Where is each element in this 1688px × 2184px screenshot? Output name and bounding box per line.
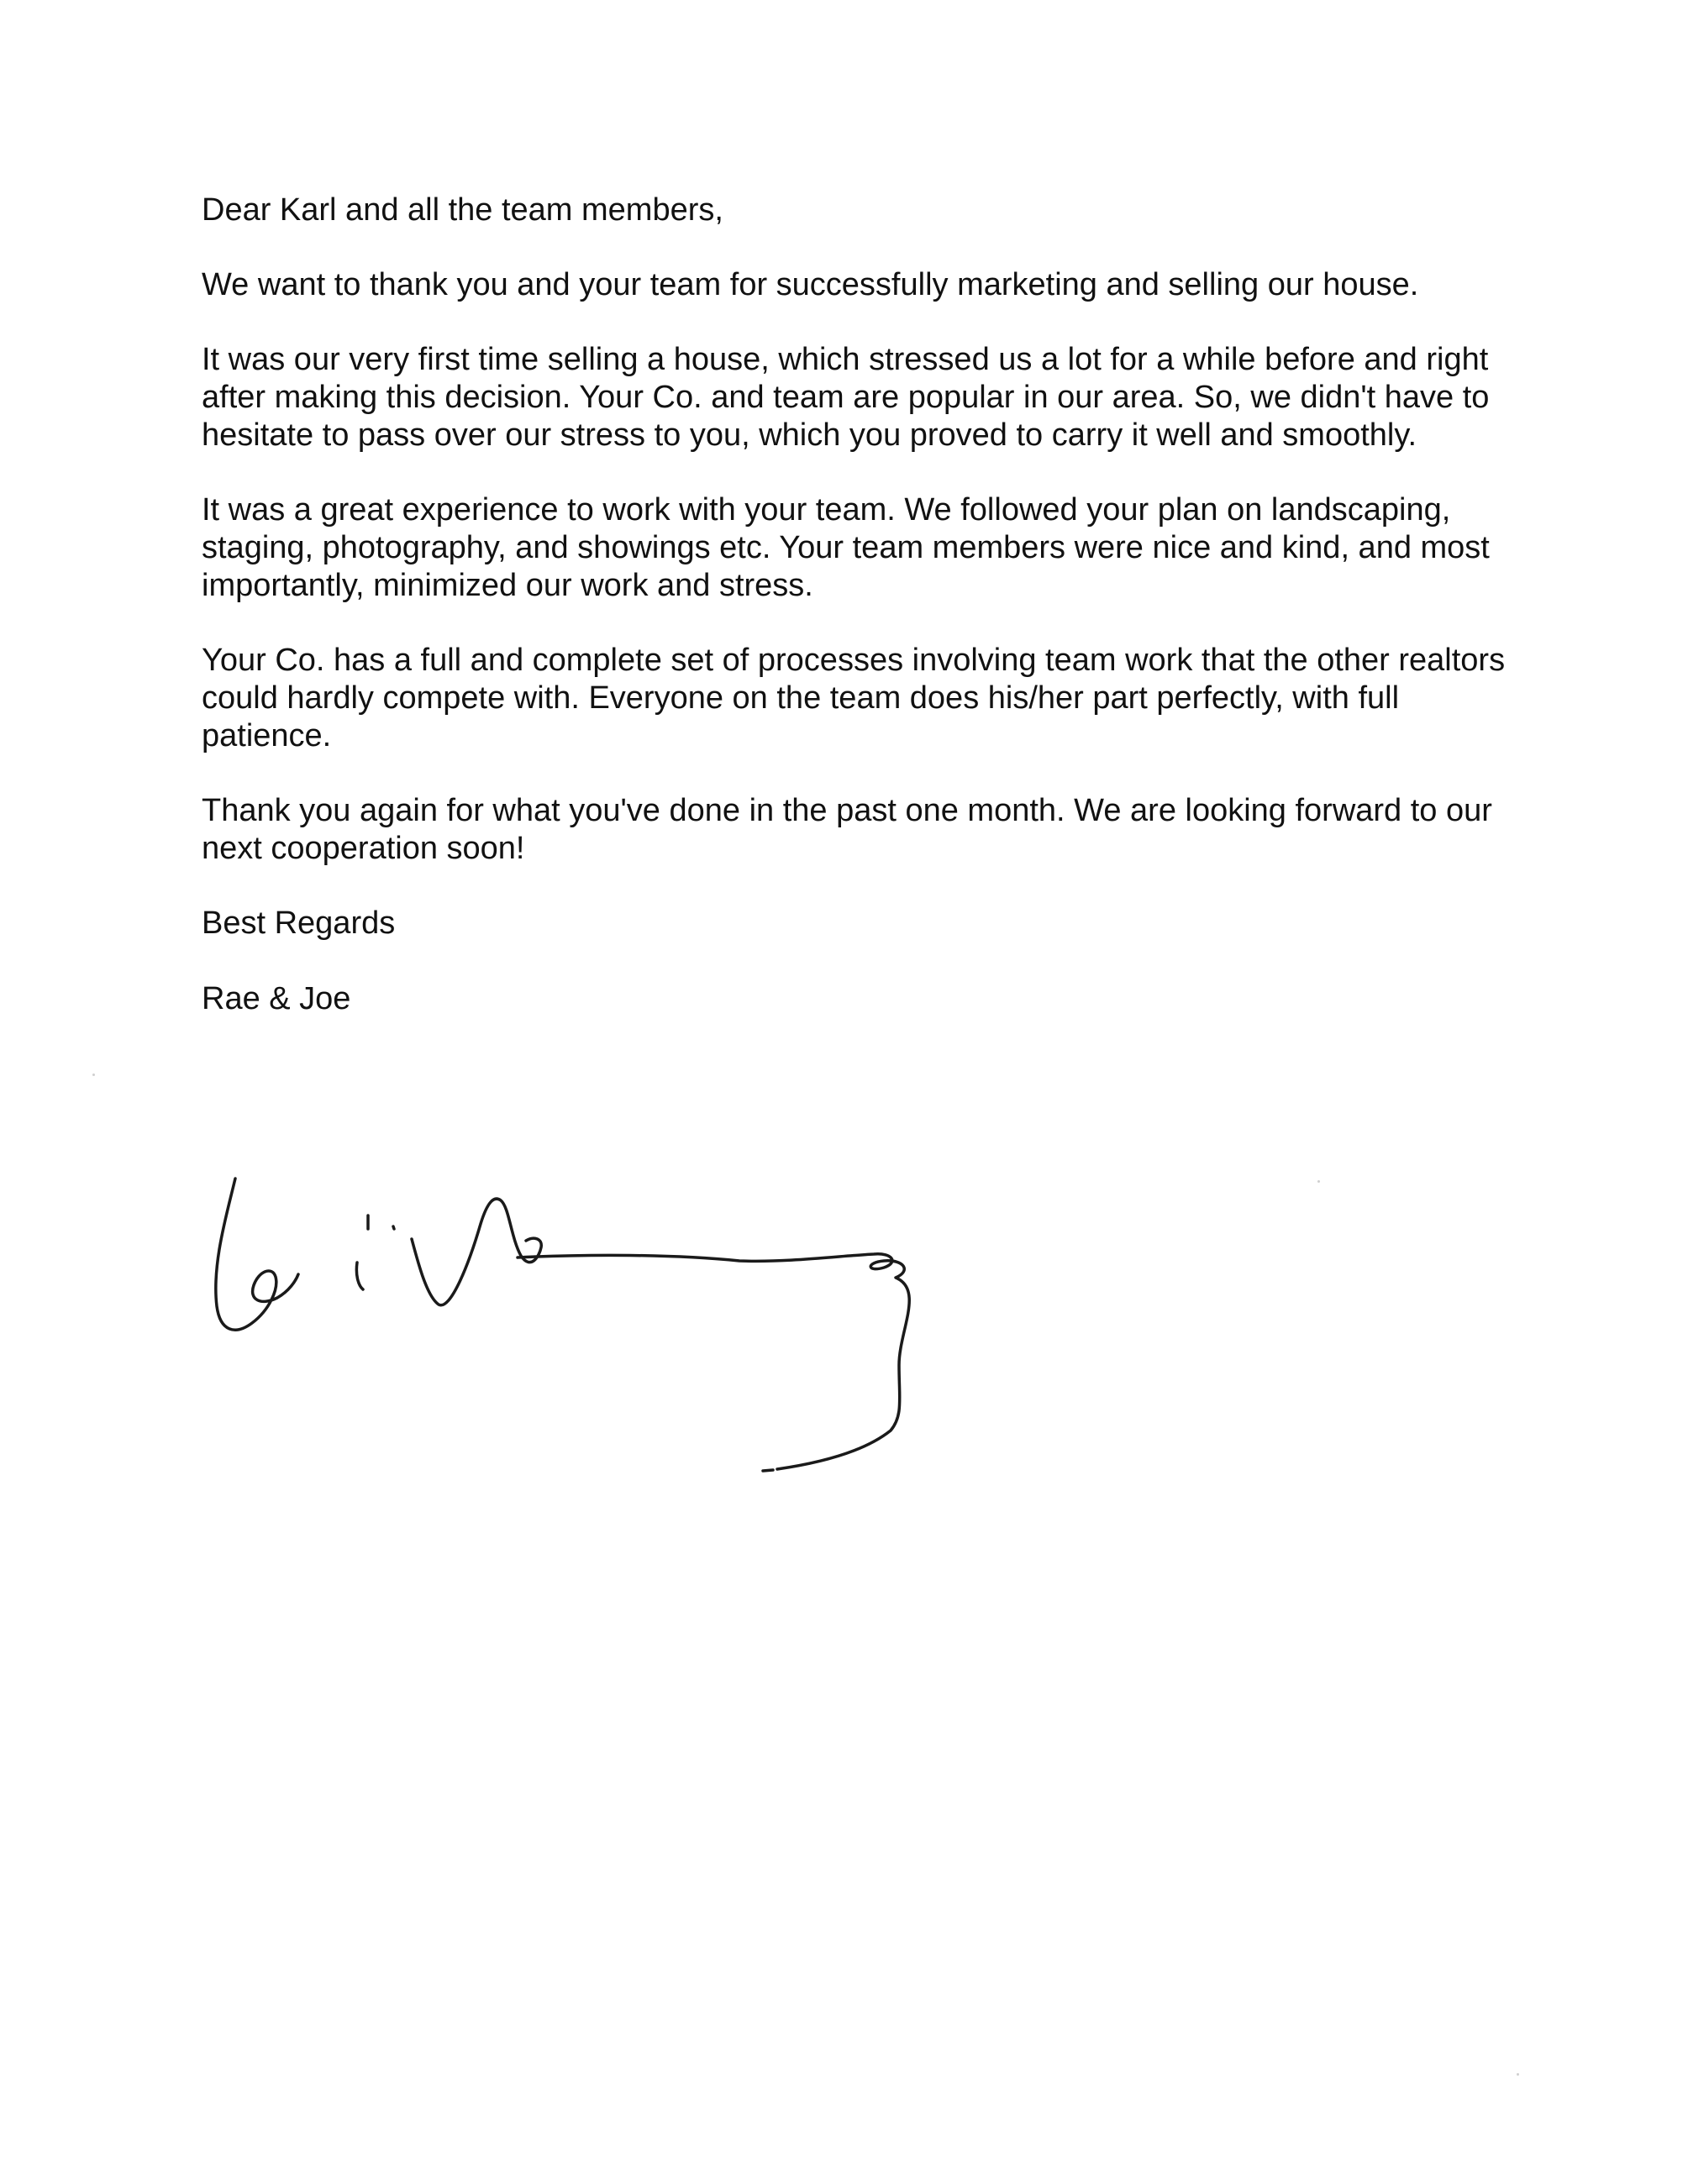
signature-stroke-tick: [356, 1263, 363, 1289]
paragraph-thanks: We want to thank you and your team for successfully marketing and selling our house.: [202, 267, 1419, 302]
signers: Rae & Joe: [202, 981, 351, 1016]
signature-icon: [202, 1163, 958, 1483]
closing: Best Regards: [202, 906, 396, 941]
paragraph-processes: Your Co. has a full and complete set of processes involving team work that the other realtors could hardly compete with. Everyone on the team does his/her part perfectly, with full patience.: [202, 643, 1506, 753]
scan-speck: [1517, 2073, 1519, 2076]
scan-speck: [1317, 1180, 1320, 1183]
signature-stroke-loop: [216, 1179, 298, 1330]
scan-speck: [92, 1074, 95, 1076]
signature-stroke-v: [412, 1199, 541, 1305]
signature-stroke-tail: [518, 1254, 909, 1469]
signature-stroke-dash: [763, 1470, 773, 1471]
signature-stroke-point: [393, 1226, 394, 1229]
salutation: Dear Karl and all the team members,: [202, 192, 723, 228]
paragraph-experience: It was a great experience to work with your team. We followed your plan on landscaping, staging, photography, and showings etc. Your team members were nice and kind, and most importantly, minimized our work and stress.: [202, 492, 1490, 603]
paragraph-thank-you-again: Thank you again for what you've done in the past one month. We are looking forward to our next cooperation soon!: [202, 793, 1492, 866]
letter-body: [202, 192, 1512, 1018]
paragraph-first-time: It was our very first time selling a house, which stressed us a lot for a while before and right after making this decision. Your Co. and team are popular in our area. So, we didn't have to hesitate to pass over our stress to you, which you proved to carry it well and smoothly.: [202, 342, 1490, 453]
